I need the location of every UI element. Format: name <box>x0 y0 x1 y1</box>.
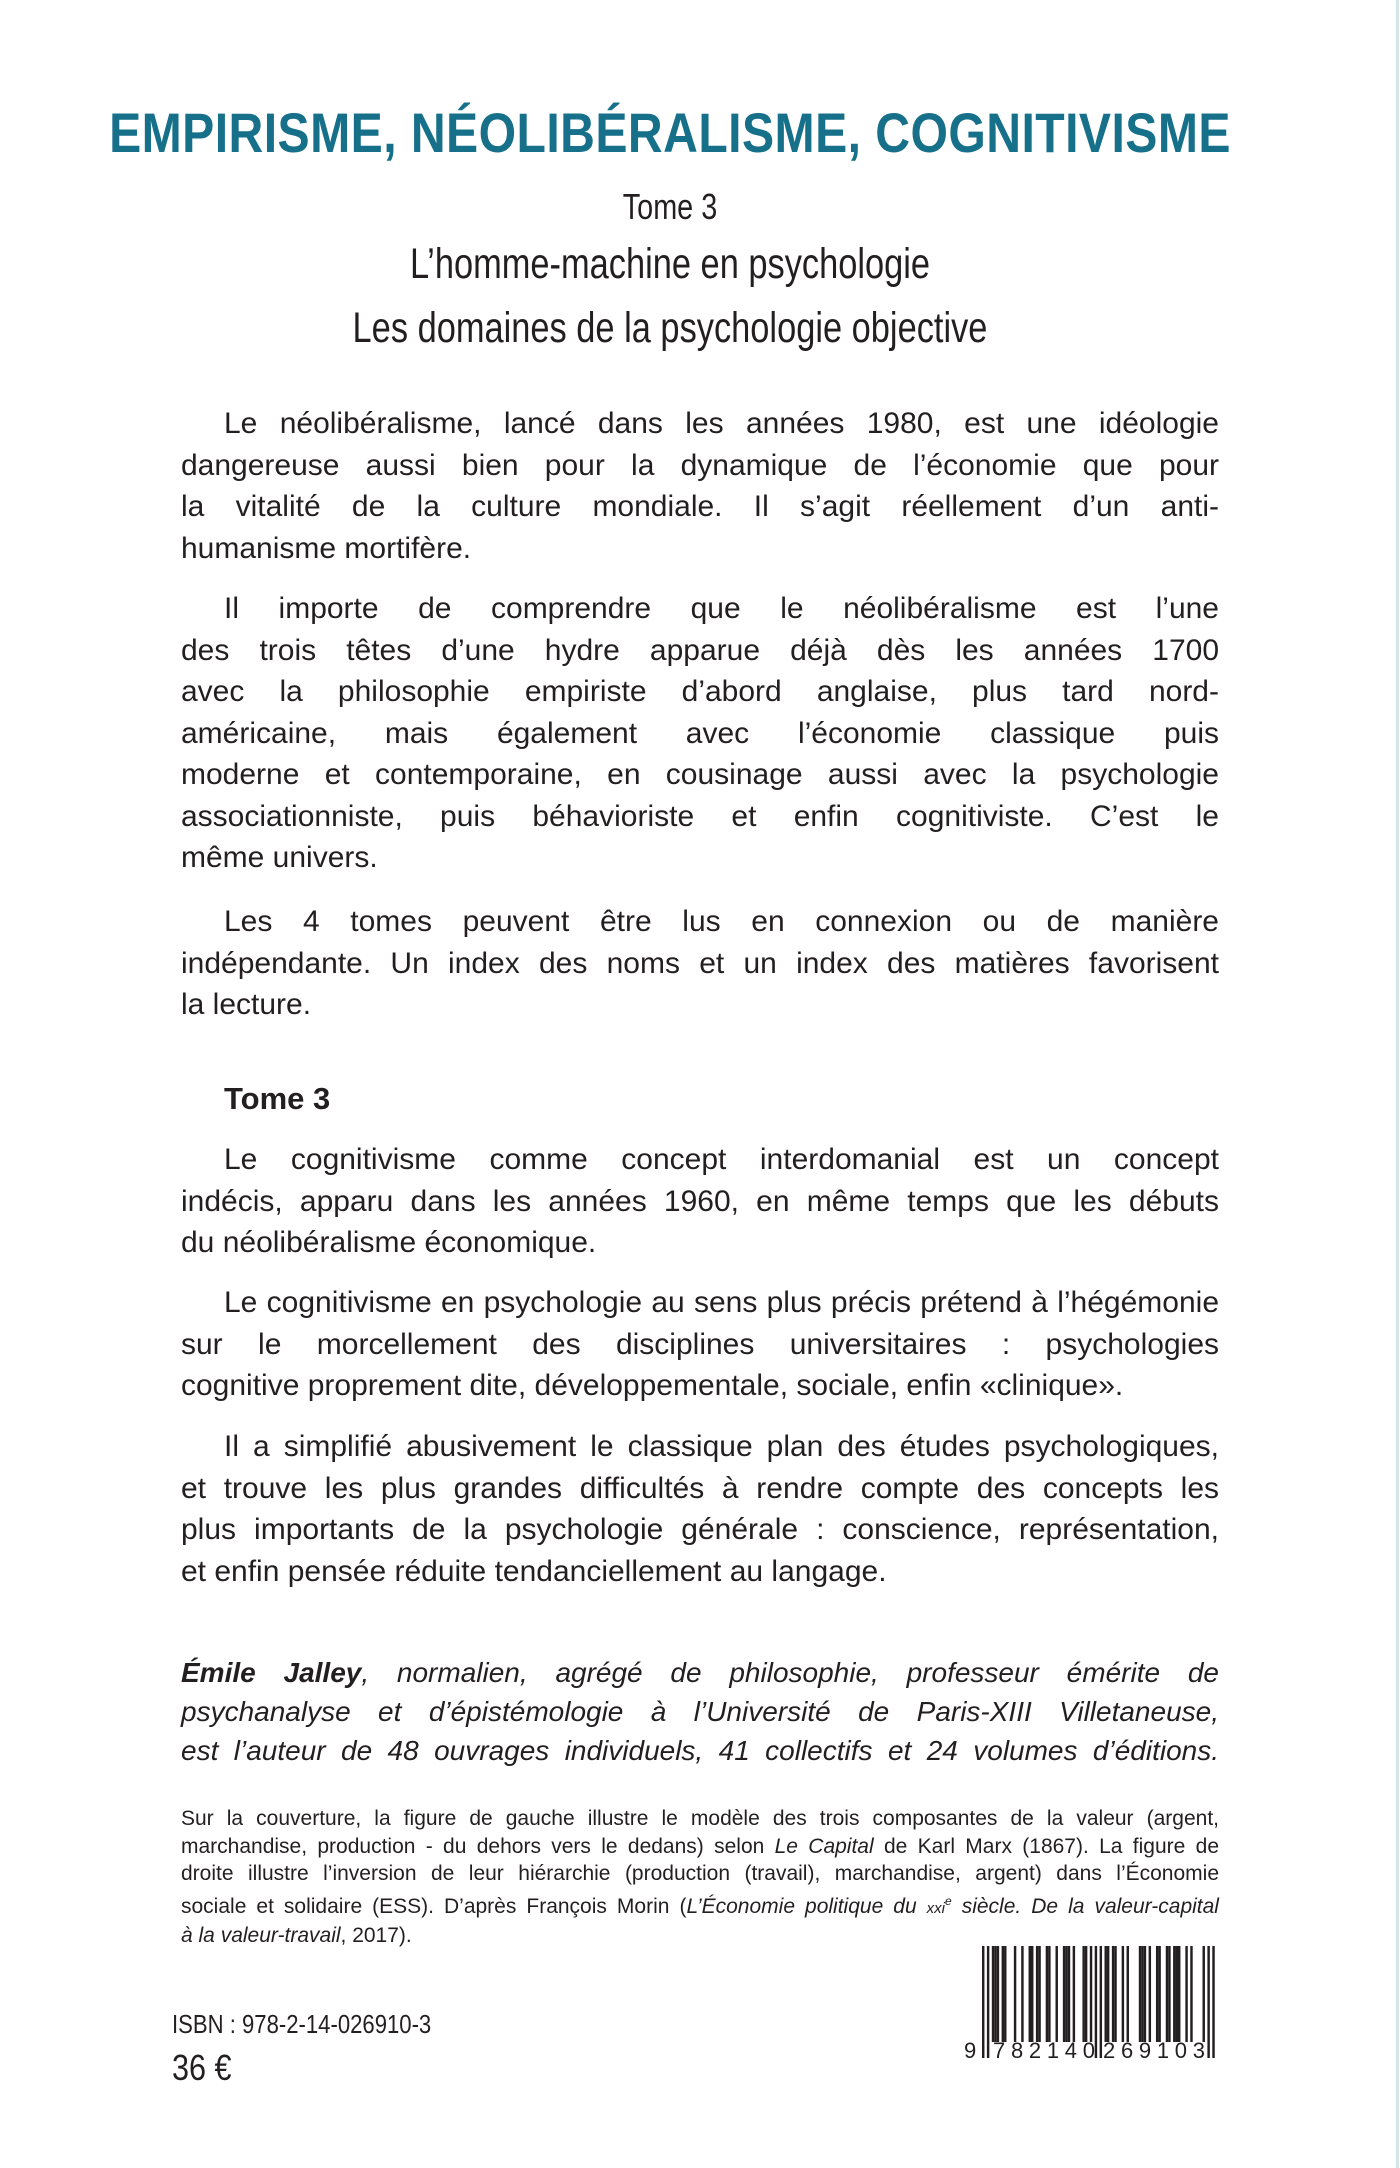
paragraph-line: Le cognitivisme comme concept interdomanial est un concept <box>224 1143 1219 1176</box>
intro-paragraph-3 <box>181 901 1219 1026</box>
note-text: droite illustre l’inversion de leur hiérarchie (production (travail), marchandise, argent) dans l’Économie <box>181 1862 1219 1886</box>
author-bio-text: , normalien, agrégé de philosophie, professeur émérite de <box>361 1657 1219 1688</box>
paragraph-line: avec la philosophie empiriste d’abord anglaise, plus tard nord- <box>181 675 1219 708</box>
barcode-bar <box>1178 1946 1180 2042</box>
paragraph-line: cognitive proprement dite, développementale, sociale, enfin «clinique». <box>181 1369 1124 1402</box>
paragraph-line: Les 4 tomes peuvent être lus en connexion ou de manière <box>224 905 1219 938</box>
paragraph-line: associationniste, puis béhavioriste et enfin cognitiviste. C’est le <box>181 799 1219 833</box>
volume-label: Tome 3 <box>622 186 718 227</box>
barcode-bar <box>1036 1946 1038 2042</box>
note-italic-text: L’Économie politique du <box>686 1894 927 1918</box>
barcode-bar <box>1166 1946 1168 2042</box>
barcode-bar <box>1048 1946 1050 2042</box>
paragraph-line: Le cognitivisme en psychologie au sens plus précis prétend à l’hégémonie <box>224 1286 1219 1319</box>
paragraph-line: indépendante. Un index des noms et un index des matières favorisent <box>181 946 1219 980</box>
barcode-bar <box>1002 1946 1004 2042</box>
paragraph-line: humanisme mortifère. <box>181 531 472 565</box>
paragraph-line: plus importants de la psychologie générale : conscience, représentation, <box>181 1513 1219 1546</box>
barcode-bar <box>1056 1946 1058 2042</box>
barcode-bar <box>1158 1946 1160 2042</box>
barcode-bar <box>1107 1946 1109 2042</box>
barcode-bar <box>1068 1946 1070 2042</box>
barcode-bar <box>1185 1946 1187 2042</box>
cover-note <box>181 1805 1219 1950</box>
note-text: Sur la couverture, la figure de gauche illustre le modèle des trois composantes de la valeur (argent, <box>181 1807 1219 1830</box>
barcode-bar <box>1014 1946 1016 2042</box>
barcode-bar <box>1031 1946 1033 2042</box>
section-paragraph-1 <box>181 1139 1219 1264</box>
barcode-bar <box>1063 1946 1065 2042</box>
barcode-bar <box>1004 1946 1006 2042</box>
barcode <box>960 1944 1230 2066</box>
author-name: Émile Jalley <box>181 1657 362 1688</box>
note-line <box>181 1805 1219 1833</box>
barcode-bar <box>982 1946 984 2058</box>
barcode-bar <box>1190 1946 1192 2042</box>
paragraph-line: même univers. <box>181 841 378 874</box>
barcode-bar <box>1021 1946 1023 2042</box>
paragraph-line: Le néolibéralisme, lancé dans les années 1980, est une idéologie <box>224 407 1219 440</box>
paragraph-line: indécis, apparu dans les années 1960, en même temps que les débuts <box>181 1184 1219 1218</box>
barcode-bar <box>1105 1946 1107 2042</box>
paragraph-line: et trouve les plus grandes difficultés à rendre compte des concepts les <box>181 1471 1219 1505</box>
barcode-bar <box>1100 1946 1102 2058</box>
author-bio <box>181 1653 1219 1770</box>
note-italic-text: à la valeur-travail <box>181 1924 341 1948</box>
note-line <box>181 1888 1219 1923</box>
barcode-first-digit: 9 <box>964 2038 977 2063</box>
barcode-bar <box>994 1946 996 2042</box>
barcode-bar <box>1029 1946 1031 2042</box>
barcode-bar <box>1149 1946 1151 2042</box>
barcode-bar <box>1127 1946 1129 2042</box>
author-bio-line: psychanalyse et d’épistémologie à l’Université de Paris-XIII Villetaneuse, <box>181 1696 1219 1727</box>
barcode-bar <box>1144 1946 1146 2042</box>
note-italic-text: siècle. De la valeur-capital <box>951 1894 1219 1918</box>
isbn: ISBN : 978-2-14-026910-3 <box>172 2009 432 2039</box>
paragraph-line: la vitalité de la culture mondiale. Il s’agit réellement d’un anti- <box>181 490 1219 523</box>
author-bio-line <box>181 1653 1219 1692</box>
barcode-bar <box>1122 1946 1124 2042</box>
barcode-bar <box>1114 1946 1116 2042</box>
section-heading: Tome 3 <box>224 1081 331 1116</box>
paragraph-line: et enfin pensée réduite tendanciellement au langage. <box>181 1554 887 1588</box>
barcode-bar <box>1112 1946 1114 2042</box>
book-series-title: EMPIRISME, NÉOLIBÉRALISME, COGNITIVISME <box>109 101 1231 164</box>
barcode-bar <box>1038 1946 1040 2042</box>
note-line <box>181 1860 1219 1888</box>
barcode-bar <box>992 1946 994 2042</box>
barcode-bar <box>1139 1946 1141 2042</box>
page-edge-line <box>1396 0 1399 2168</box>
volume-subtitle-2: Les domaines de la psychologie objective <box>352 304 988 352</box>
barcode-bar <box>1082 1946 1084 2042</box>
note-text: de Karl Marx (1867). La figure de <box>873 1834 1220 1858</box>
barcode-bar <box>1046 1946 1048 2042</box>
price: 36 € <box>172 2047 232 2088</box>
note-text: sociale et solidaire (ESS). D’après François Morin ( <box>181 1894 687 1918</box>
barcode-bar <box>987 1946 989 2058</box>
barcode-bar <box>1203 1946 1205 2042</box>
barcode-bar <box>1095 1946 1097 2058</box>
author-bio-line: est l’auteur de 48 ouvrages individuels, 41 collectifs et 24 volumes d’éditions. <box>181 1735 1219 1766</box>
intro-paragraph-1 <box>181 403 1219 569</box>
barcode-left-digits: 782140 <box>993 2038 1095 2063</box>
paragraph-line: du néolibéralisme économique. <box>181 1226 597 1259</box>
barcode-bar <box>1212 1946 1214 2058</box>
barcode-bar <box>1085 1946 1087 2042</box>
paragraph-line: des trois têtes d’une hydre apparue déjà dès les années 1700 <box>181 633 1219 667</box>
note-italic-text: Le Capital <box>774 1834 874 1858</box>
barcode-bar <box>1176 1946 1178 2042</box>
barcode-bar <box>997 1946 999 2042</box>
paragraph-line: américaine, mais également avec l’économie classique puis <box>181 716 1219 750</box>
barcode-bar <box>1090 1946 1092 2042</box>
paragraph-line: moderne et contemporaine, en cousinage aussi avec la psychologie <box>181 758 1219 791</box>
intro-paragraph-2 <box>181 588 1219 879</box>
barcode-right-digits: 269103 <box>1103 2038 1205 2063</box>
paragraph-line: Il importe de comprendre que le néolibéralisme est l’une <box>224 592 1219 625</box>
note-text: , 2017). <box>340 1924 412 1948</box>
barcode-bar <box>1065 1946 1067 2042</box>
section-paragraph-3 <box>181 1426 1219 1592</box>
note-line <box>181 1833 1219 1861</box>
paragraph-line: sur le morcellement des disciplines universitaires : psychologies <box>181 1327 1219 1361</box>
barcode-bar <box>1168 1946 1170 2042</box>
note-text: marchandise, production - du dehors vers le dedans) selon <box>181 1834 775 1858</box>
barcode-bar <box>1173 1946 1175 2042</box>
volume-subtitle-1: L’homme-machine en psychologie <box>409 240 931 288</box>
barcode-bar <box>1073 1946 1075 2042</box>
paragraph-line: dangereuse aussi bien pour la dynamique de l’économie que pour <box>181 448 1219 482</box>
note-italic-text: e <box>944 1893 952 1908</box>
section-paragraph-2 <box>181 1282 1219 1407</box>
barcode-bar <box>1156 1946 1158 2042</box>
barcode-bar <box>1207 1946 1209 2058</box>
barcode-bar <box>1141 1946 1143 2042</box>
paragraph-line: la lecture. <box>181 988 312 1021</box>
paragraph-line: Il a simplifié abusivement le classique plan des études psychologiques, <box>224 1430 1219 1463</box>
note-italic-text: xxi <box>926 1899 945 1917</box>
